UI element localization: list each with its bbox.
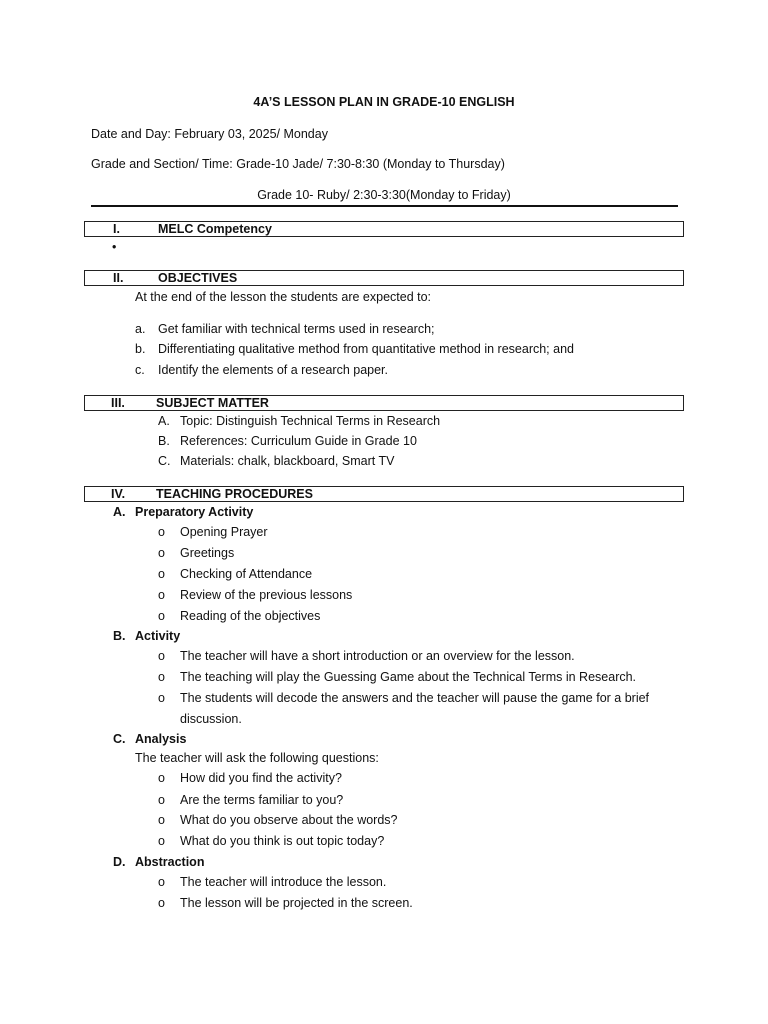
section-number: I. bbox=[113, 222, 120, 236]
subsection-title: Activity bbox=[135, 629, 181, 643]
subsection-title: Analysis bbox=[135, 732, 187, 746]
list-item: Topic: Distinguish Technical Terms in Research bbox=[180, 414, 441, 428]
section-title: OBJECTIVES bbox=[158, 271, 238, 285]
analysis-intro: The teacher will ask the following questions: bbox=[135, 751, 379, 765]
list-marker: b. bbox=[135, 342, 146, 356]
bullet-o: o bbox=[158, 609, 165, 623]
list-item: References: Curriculum Guide in Grade 10 bbox=[180, 434, 417, 448]
list-item: Materials: chalk, blackboard, Smart TV bbox=[180, 454, 395, 468]
section-number: II. bbox=[113, 271, 124, 285]
subsection-marker: B. bbox=[113, 629, 126, 643]
section-number: IV. bbox=[111, 487, 126, 501]
header-rule bbox=[91, 205, 678, 207]
section-title: MELC Competency bbox=[158, 222, 272, 236]
section-melc-header bbox=[84, 221, 684, 237]
subsection-title: Abstraction bbox=[135, 855, 205, 869]
bullet-o: o bbox=[158, 834, 165, 848]
list-marker: c. bbox=[135, 363, 145, 377]
list-marker: B. bbox=[158, 434, 170, 448]
subsection-marker: C. bbox=[113, 732, 126, 746]
bullet-o: o bbox=[158, 546, 165, 560]
list-marker: C. bbox=[158, 454, 171, 468]
list-item: What do you observe about the words? bbox=[180, 813, 398, 827]
list-item: The teaching will play the Guessing Game about the Technical Terms in Research. bbox=[180, 670, 637, 684]
list-item: What do you think is out topic today? bbox=[180, 834, 385, 848]
list-item: The teacher will have a short introduction or an overview for the lesson. bbox=[180, 649, 575, 663]
list-item: Review of the previous lessons bbox=[180, 588, 353, 602]
section-subject-header bbox=[84, 395, 684, 411]
subsection-title: Preparatory Activity bbox=[135, 505, 254, 519]
bullet-o: o bbox=[158, 649, 165, 663]
bullet-o: o bbox=[158, 896, 165, 910]
list-item: Identify the elements of a research paper. bbox=[158, 363, 388, 377]
bullet-o: o bbox=[158, 567, 165, 581]
grade-line: Grade and Section/ Time: Grade-10 Jade/ 7:30-8:30 (Monday to Thursday) bbox=[91, 157, 505, 171]
list-item: Get familiar with technical terms used in research; bbox=[158, 322, 435, 336]
bullet-point: • bbox=[112, 240, 117, 254]
bullet-o: o bbox=[158, 793, 165, 807]
section-title: SUBJECT MATTER bbox=[156, 396, 269, 410]
grade-line-2: Grade 10- Ruby/ 2:30-3:30(Monday to Friday) bbox=[257, 188, 511, 202]
list-marker: a. bbox=[135, 322, 146, 336]
list-item: Are the terms familiar to you? bbox=[180, 793, 344, 807]
bullet-o: o bbox=[158, 875, 165, 889]
list-item: The teacher will introduce the lesson. bbox=[180, 875, 387, 889]
list-item: Differentiating qualitative method from quantitative method in research; and bbox=[158, 342, 574, 356]
list-item: Checking of Attendance bbox=[180, 567, 313, 581]
list-item-continuation: discussion. bbox=[180, 712, 242, 726]
list-marker: A. bbox=[158, 414, 170, 428]
list-item: Opening Prayer bbox=[180, 525, 268, 539]
section-number: III. bbox=[111, 396, 125, 410]
bullet-o: o bbox=[158, 525, 165, 539]
list-item: Greetings bbox=[180, 546, 235, 560]
list-item: The lesson will be projected in the screen. bbox=[180, 896, 413, 910]
section-procedures-header bbox=[84, 486, 684, 502]
subsection-marker: A. bbox=[113, 505, 126, 519]
list-item: Reading of the objectives bbox=[180, 609, 321, 623]
bullet-o: o bbox=[158, 691, 165, 705]
subsection-marker: D. bbox=[113, 855, 126, 869]
bullet-o: o bbox=[158, 771, 165, 785]
bullet-o: o bbox=[158, 588, 165, 602]
bullet-o: o bbox=[158, 670, 165, 684]
list-item: The students will decode the answers and the teacher will pause the game for a brief bbox=[180, 691, 650, 705]
section-objectives-header bbox=[84, 270, 684, 286]
section-title: TEACHING PROCEDURES bbox=[156, 487, 313, 501]
objectives-intro: At the end of the lesson the students are expected to: bbox=[135, 290, 432, 304]
page-title: 4A’S LESSON PLAN IN GRADE-10 ENGLISH bbox=[253, 95, 515, 109]
date-line: Date and Day: February 03, 2025/ Monday bbox=[91, 127, 328, 141]
bullet-o: o bbox=[158, 813, 165, 827]
list-item: How did you find the activity? bbox=[180, 771, 342, 785]
